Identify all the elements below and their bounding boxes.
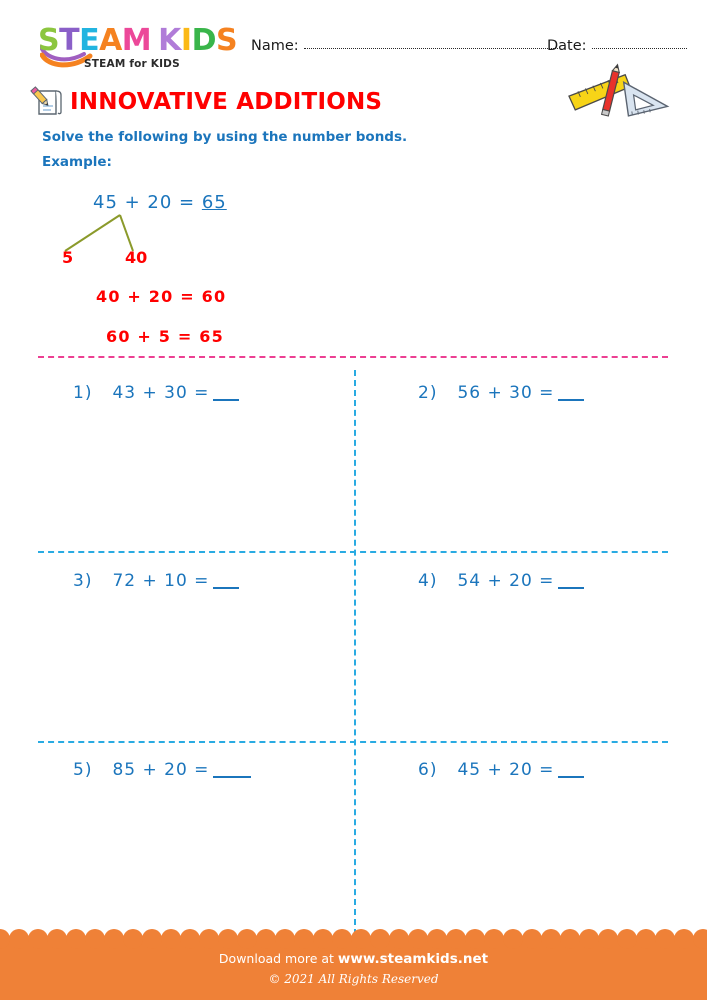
question-4[interactable]	[418, 571, 584, 591]
logo-letter-d: D	[191, 23, 216, 58]
footer-website[interactable]: www.steamkids.net	[337, 951, 489, 967]
name-input-line[interactable]	[304, 48, 558, 49]
logo-letter-a: A	[99, 23, 122, 58]
steam-kids-logo	[38, 23, 244, 76]
question-4-problem: 54 + 20 =	[457, 571, 555, 591]
question-4-answer-blank[interactable]	[558, 587, 584, 589]
name-label: Name:	[251, 38, 299, 54]
question-1-number: 1)	[73, 383, 93, 403]
footer-download-text	[0, 951, 707, 967]
date-label: Date:	[547, 38, 587, 54]
logo-letter-s2: S	[215, 23, 238, 58]
page-footer	[0, 938, 707, 1000]
question-3-answer-blank[interactable]	[213, 587, 239, 589]
example-equation	[93, 192, 227, 213]
question-2-problem: 56 + 30 =	[457, 383, 555, 403]
example-equation-text: 45 + 20 =	[93, 192, 202, 213]
question-1-answer-blank[interactable]	[213, 399, 239, 401]
example-step-1: 40 + 20 = 60	[96, 287, 227, 306]
question-6-problem: 45 + 20 =	[457, 760, 555, 780]
question-6[interactable]	[418, 760, 584, 780]
question-3-problem: 72 + 10 =	[112, 571, 210, 591]
instruction-text: Solve the following by using the number bonds.	[42, 129, 408, 145]
question-3[interactable]	[73, 571, 239, 591]
number-bond-branches-icon	[55, 213, 185, 255]
worksheet-title-row	[30, 82, 382, 122]
logo-letter-k: K	[158, 23, 181, 58]
pencil-paper-icon	[30, 84, 66, 120]
separator-cyan-1	[38, 551, 668, 553]
logo-tagline: STEAM for KIDS	[84, 58, 180, 70]
name-field[interactable]	[251, 38, 558, 54]
question-1-problem: 43 + 30 =	[112, 383, 210, 403]
logo-letter-m: M	[121, 23, 152, 58]
question-3-number: 3)	[73, 571, 93, 591]
footer-download-prefix: Download more at	[218, 951, 338, 966]
separator-cyan-2	[38, 741, 668, 743]
logo-letter-i: I	[180, 23, 192, 58]
question-5-number: 5)	[73, 760, 93, 780]
question-2-number: 2)	[418, 383, 438, 403]
date-input-line[interactable]	[592, 48, 687, 49]
logo-letter-s1: S	[38, 23, 60, 58]
logo-letter-e: E	[79, 23, 100, 58]
question-1[interactable]	[73, 383, 239, 403]
date-field[interactable]	[547, 38, 687, 54]
example-answer: 65	[201, 192, 227, 213]
example-step-2: 60 + 5 = 65	[106, 327, 224, 346]
question-2-answer-blank[interactable]	[558, 399, 584, 401]
question-5-problem: 85 + 20 =	[112, 760, 210, 780]
ruler-pencil-setsquare-icon	[556, 63, 676, 125]
question-6-answer-blank[interactable]	[558, 776, 584, 778]
footer-scallop-edge	[0, 929, 707, 949]
question-2[interactable]	[418, 383, 584, 403]
scallop-shape	[0, 929, 707, 949]
example-bond-right: 40	[125, 248, 148, 267]
question-5[interactable]	[73, 760, 251, 780]
footer-copyright: © 2021 All Rights Reserved	[268, 972, 439, 986]
logo-wordmark	[38, 23, 244, 58]
question-5-answer-blank[interactable]	[213, 776, 251, 778]
question-4-number: 4)	[418, 571, 438, 591]
question-6-number: 6)	[418, 760, 438, 780]
vertical-divider	[354, 370, 356, 935]
page-title: INNOVATIVE ADDITIONS	[70, 89, 383, 115]
separator-pink	[38, 356, 668, 358]
logo-letter-t: T	[59, 23, 80, 58]
example-label: Example:	[42, 154, 112, 170]
example-bond-left: 5	[62, 248, 74, 267]
